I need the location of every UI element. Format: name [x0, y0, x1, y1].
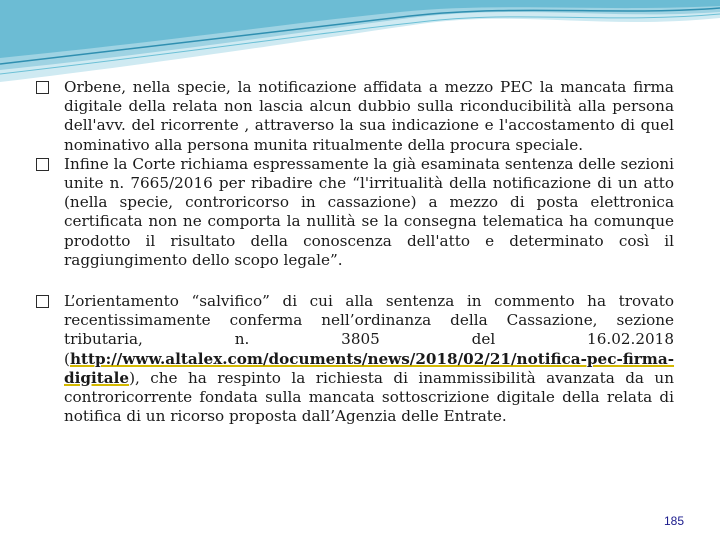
square-bullet-icon	[36, 295, 49, 308]
paragraph-text: Orbene, nella specie, la notificazione affidata a mezzo PEC la mancata firma digitale della relata non lascia alcun dubbio sulla riconducibilità alla persona dell'avv. del ricorrente , attraverso la sua indicazione e l'accostamento di quel nominativo alla persona munita ritualmente della procura speciale.	[64, 78, 674, 154]
bullet-item	[34, 292, 674, 426]
paragraph-text: ), che ha respinto la richiesta di inammissibilità avanzata da un controricorrente fondata sulla mancata sottoscrizione digitale della relata di notifica di un ricorso proposta dall’Agenzia delle Entrate.	[64, 368, 674, 426]
slide-body	[34, 78, 674, 426]
page-number: 185	[663, 514, 684, 528]
header-wave-decoration	[0, 0, 720, 90]
paragraph-text: Infine la Corte richiama espressamente la già esaminata sentenza delle sezioni unite n. 7665/2016 per ribadire che “l'irritualità della notificazione di un atto (nella specie, controricorso in cassazione) a mezzo di posta elettronica certificata non ne comporta la nullità se la consegna telematica ha comunque prodotto il risultato della conoscenza dell'atto e determinato così il raggiungimento dello scopo legale”.	[64, 154, 674, 269]
paragraph-text: L’orientamento “salvifico” di cui alla sentenza in commento ha trovato recentissimamente conferma nell’ordinanza della Cassazione, sezione tributaria, n. 3805 del 16.02.2018 (	[64, 292, 674, 368]
altalex-link[interactable]: http://www.altalex.com/documents/news/2018/02/21/notifica-pec-firma-digitale	[64, 349, 675, 387]
bullet-item	[34, 78, 674, 155]
square-bullet-icon	[36, 158, 49, 171]
square-bullet-icon	[36, 81, 49, 94]
bullet-item	[34, 155, 674, 270]
